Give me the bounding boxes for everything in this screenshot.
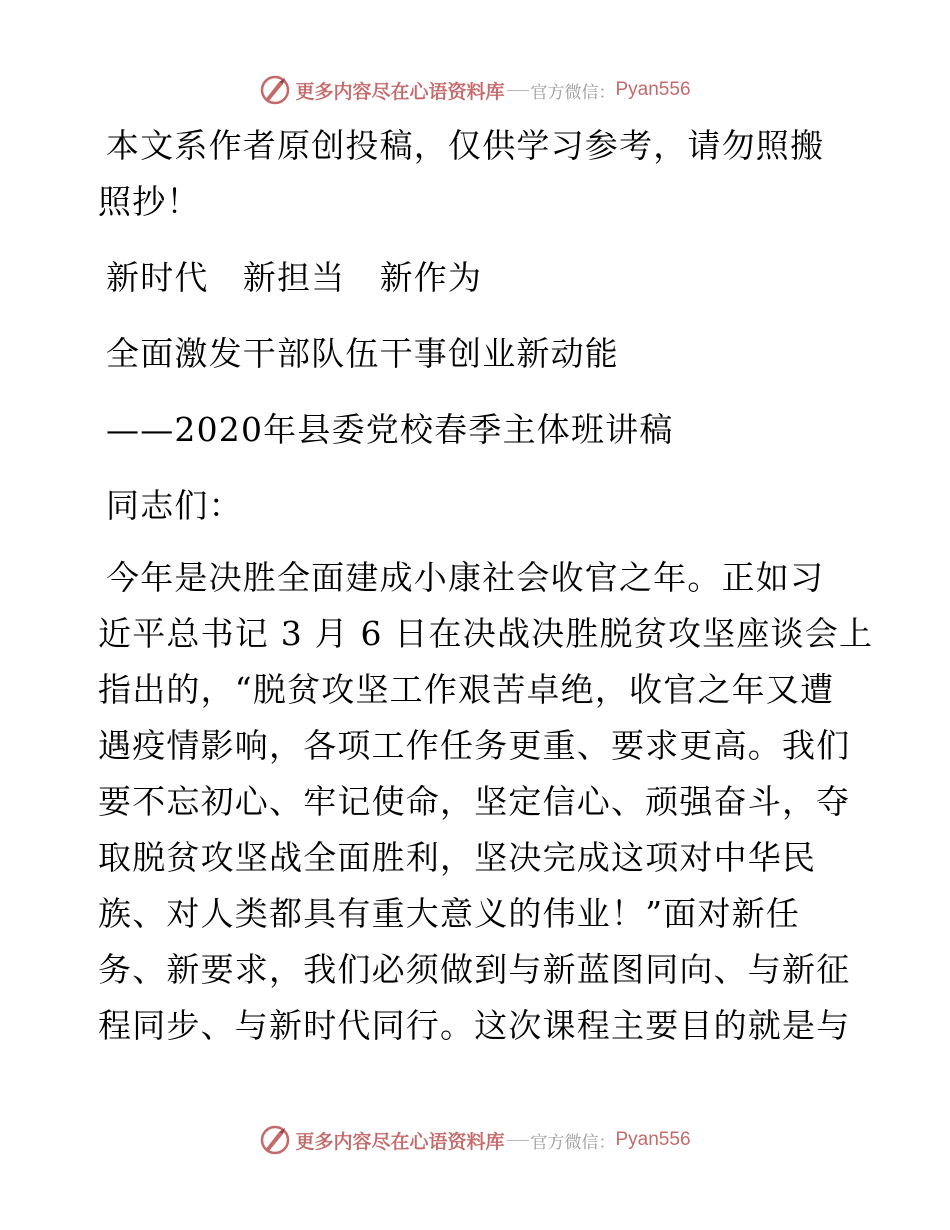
body-line-7: 族、对人类都具有重大意义的伟业！”面对新任 xyxy=(98,894,801,933)
intro-line-1: 本文系作者原创投稿，仅供学习参考，请勿照搬 xyxy=(106,126,825,165)
header-watermark-banner xyxy=(0,70,950,110)
document-body xyxy=(98,118,874,1054)
body-line-3: 指出的，“脱贫攻坚工作艰苦卓绝，收官之年又遭 xyxy=(98,670,835,709)
slogan-heading: 新时代 新担当 新作为 xyxy=(106,258,483,297)
greeting-line: 同志们： xyxy=(106,486,243,525)
body-line-4: 遇疫情影响，各项工作任务更重、要求更高。我们 xyxy=(98,726,851,765)
banner-dash-divider xyxy=(507,90,529,91)
title-heading: 全面激发干部队伍干事创业新动能 xyxy=(106,334,619,373)
quill-logo-icon xyxy=(259,1124,291,1156)
body-line-8: 务、新要求，我们必须做到与新蓝图同向、与新征 xyxy=(98,950,851,989)
body-line-1: 今年是决胜全面建成小康社会收官之年。正如习 xyxy=(106,558,825,597)
banner-wechat-id: Pyan556 xyxy=(615,1129,691,1150)
banner-dash-divider xyxy=(507,1140,529,1141)
banner-wechat-label: 官方微信： xyxy=(530,1132,616,1153)
banner-wechat-id: Pyan556 xyxy=(615,79,691,100)
body-line-5: 要不忘初心、牢记使命，坚定信心、顽强奋斗，夺 xyxy=(98,782,851,821)
banner-main-text: 更多内容尽在心语资料库 xyxy=(295,1130,505,1153)
footer-watermark-banner xyxy=(0,1120,950,1160)
body-line-2: 近平总书记 3 月 6 日在决战决胜脱贫攻坚座谈会上 xyxy=(98,614,874,653)
banner-wechat-label: 官方微信： xyxy=(530,82,616,103)
quill-logo-icon xyxy=(259,74,291,106)
subtitle-heading: ——2020年县委党校春季主体班讲稿 xyxy=(106,410,674,449)
banner-main-text: 更多内容尽在心语资料库 xyxy=(295,80,505,103)
intro-line-2: 照抄！ xyxy=(98,182,201,221)
body-line-9: 程同步、与新时代同行。这次课程主要目的就是与 xyxy=(98,1006,851,1045)
body-line-6: 取脱贫攻坚战全面胜利，坚决完成这项对中华民 xyxy=(98,838,817,877)
